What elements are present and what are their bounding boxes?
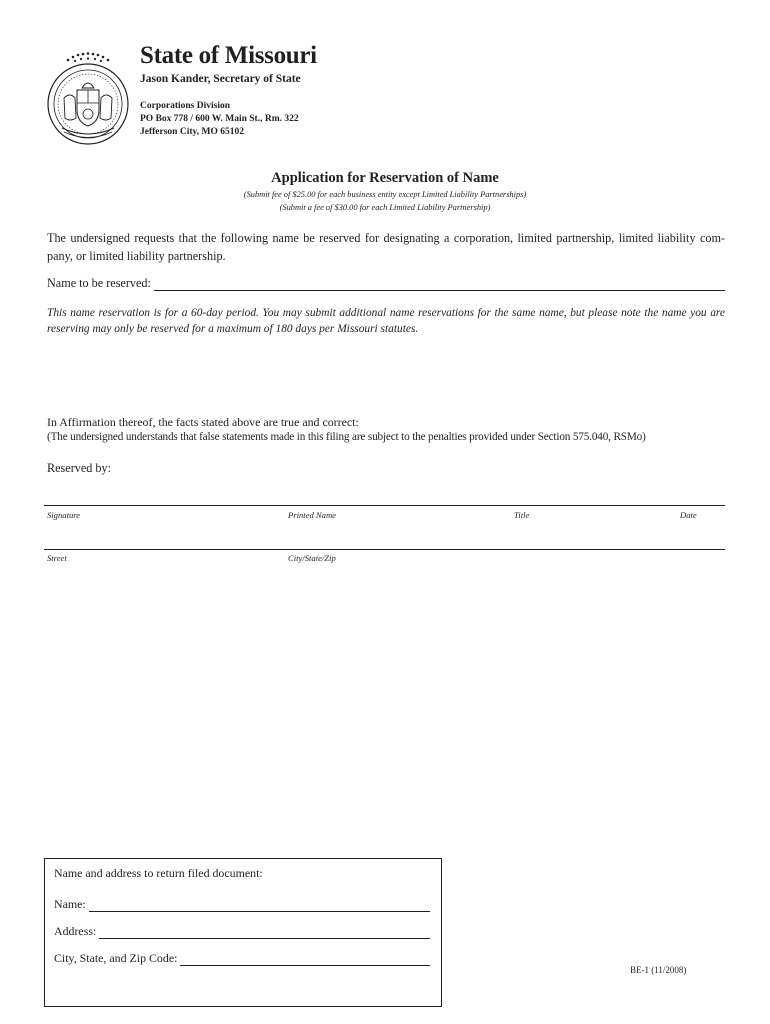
name-to-reserve-label: Name to be reserved: [47, 276, 151, 290]
return-address-row [54, 924, 430, 939]
street-line[interactable] [44, 549, 725, 550]
name-to-reserve-field[interactable] [154, 277, 725, 291]
mailing-address: PO Box 778 / 600 W. Main St., Rm. 322 [140, 114, 299, 124]
division-name: Corporations Division [140, 101, 230, 111]
city-state-zip-caption: City/State/Zip [288, 553, 336, 563]
form-id: BE-1 (11/2008) [630, 965, 687, 975]
name-to-reserve-row [47, 276, 725, 291]
reservation-period-notice: This name reservation is for a 60-day period. You may submit additional name reservations for the same name, but please note the name you are reserving may only be reserved for a maximum of 180 days per Missouri statutes. [47, 307, 725, 335]
signature-caption: Signature [47, 510, 81, 520]
secretary-of-state: Jason Kander, Secretary of State [140, 73, 301, 85]
return-box-heading: Name and address to return filed document: [54, 866, 263, 880]
city-state-zip-address: Jefferson City, MO 65102 [140, 127, 244, 137]
affirmation-penalty-note: (The undersigned understands that false statements made in this filing are subject to the penalties provided under Section 575.040, RSMo) [47, 431, 646, 443]
date-caption: Date [680, 510, 697, 520]
affirmation-statement: In Affirmation thereof, the facts stated above are true and correct: [47, 415, 359, 429]
return-address-label: Address: [54, 924, 97, 938]
return-name-label: Name: [54, 897, 86, 911]
state-name-heading: State of Missouri [140, 42, 317, 69]
fee-note-business-entity: (Submit fee of $25.00 for each business entity except Limited Liability Partnerships) [243, 190, 527, 199]
signature-line[interactable] [44, 505, 725, 506]
title-caption: Title [514, 510, 530, 520]
return-address-field[interactable] [99, 926, 430, 939]
printed-name-caption: Printed Name [288, 510, 336, 520]
return-name-row [54, 897, 430, 912]
form-title: Application for Reservation of Name [271, 170, 499, 186]
return-name-field[interactable] [89, 899, 430, 912]
reserved-by-label: Reserved by: [47, 461, 111, 475]
return-csz-row [54, 951, 430, 966]
missouri-state-seal [44, 48, 132, 146]
street-caption: Street [47, 553, 67, 563]
return-csz-field[interactable] [180, 953, 430, 966]
fee-note-llp: (Submit a fee of $30.00 for each Limited Liability Partnership) [279, 203, 491, 212]
intro-paragraph: The undersigned requests that the following name be reserved for designating a corporation, limited partnership, limited liability com-pany, or limited liability partnership. [47, 231, 725, 263]
return-csz-label: City, State, and Zip Code: [54, 951, 178, 965]
